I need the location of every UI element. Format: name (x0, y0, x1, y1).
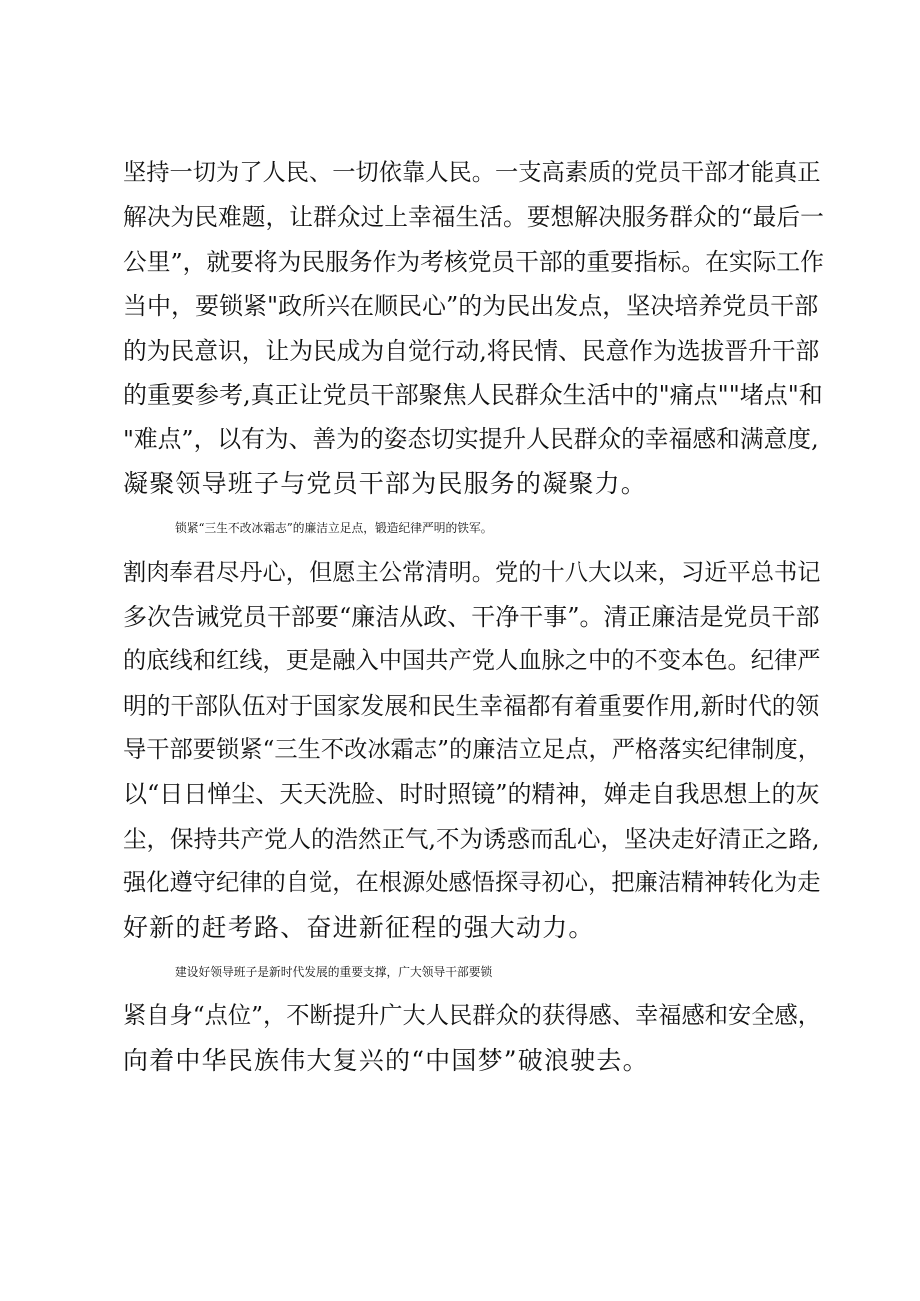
paragraph-2-line-3: 多次告诫党员干部要“廉洁从政、干净干事”。清正廉洁是党员干部 (123, 602, 820, 631)
paragraph-2-line-6: 导干部要锁紧“三生不改冰霜志”的廉洁立足点，严格落实纪律制度， (123, 736, 822, 764)
paragraph-2-line-7: 以“日日惮尘、天天洗脸、时时照镜”的精神，婵走自我思想上的灰 (123, 780, 820, 809)
paragraph-2-line-10: 好新的赶考路、奋进新征程的强大动力。 (123, 912, 595, 942)
paragraph-1-line-5: 的为民意识，让为民成为自觉行动,将民情、民意作为选拔晋升干部 (123, 336, 820, 365)
document-body (123, 151, 823, 1083)
paragraph-1-line-8: 凝聚领导班子与党员干部为民服务的凝聚力。 (123, 468, 648, 498)
paragraph-2-line-4: 的底线和红线，更是融入中国共产党人血脉之中的不变本色。纪律严 (123, 647, 821, 675)
paragraph-2-line-5: 明的干部队伍对于国家发展和民生幸福都有着重要作用,新时代的领 (123, 691, 820, 720)
paragraph-1-line-6: 的重要参考,真正让党员干部聚焦人民群众生活中的"痛点""堵点"和 (123, 380, 823, 409)
paragraph-2-line-9: 强化遵守纪律的自觉，在根源处感悟探寻初心，把廉洁精神转化为走 (123, 869, 821, 897)
paragraph-2-line-2: 割肉奉君尽丹心，但愿主公常清明。党的十八大以来，习近平总书记 (123, 558, 821, 586)
paragraph-1-line-1: 坚持一切为了人民、一切依靠人民。一支高素质的党员干部才能真正 (123, 159, 821, 186)
paragraph-1-line-4: 当中，要锁紧"政所兴在顺民心”的为民出发点，坚决培养党员干部 (123, 292, 819, 321)
paragraph-3-line-3: 向着中华民族伟大复兴的“中国梦”破浪驶去。 (123, 1045, 649, 1075)
paragraph-1-line-3: 公里”，就要将为民服务作为考核党员干部的重要指标。在实际工作 (123, 247, 824, 276)
paragraph-1-line-7: "难点”，以有为、善为的姿态切实提升人民群众的幸福感和满意度, (123, 425, 819, 454)
paragraph-2-line-8: 尘，保持共产党人的浩然正气,不为诱惑而乱心，坚决走好清正之路, (123, 824, 820, 853)
paragraph-3-line-1: 建设好领导班子是新时代发展的重要支撑，广大领导干部要锁 (175, 965, 493, 980)
paragraph-1-line-2: 解决为民难题，让群众过上幸福生活。要想解决服务群众的“最后一 (123, 203, 824, 232)
paragraph-2-line-1: 锁紧“三生不改冰霜志”的廉洁立足点，锻造纪律严明的铁军。 (175, 521, 493, 536)
paragraph-3-line-2: 紧自身“点位”，不断提升广大人民群众的获得感、幸福感和安全感， (123, 1002, 822, 1030)
